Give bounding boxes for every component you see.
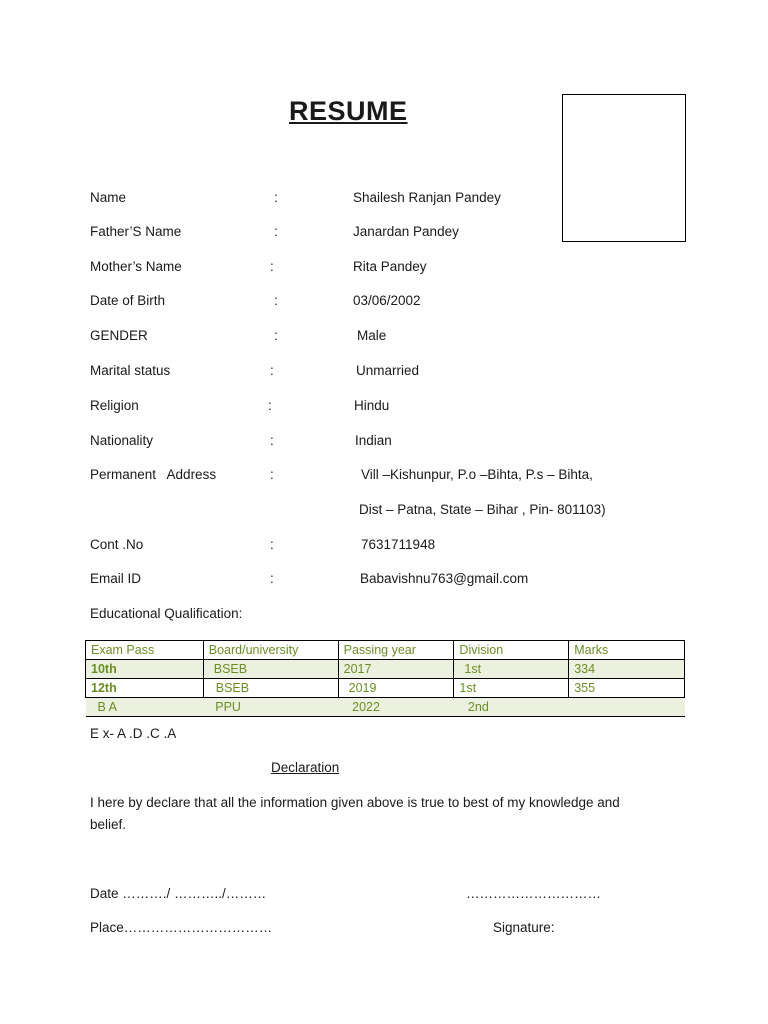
field-value-address-line1: Vill –Kishunpur, P.o –Bihta, P.s – Bihta, — [361, 467, 593, 482]
declaration-text-line1: I here by declare that all the information given above is true to best of my knowledge and — [90, 795, 620, 810]
field-value-address-line2: Dist – Patna, State – Bihar , Pin- 801103) — [359, 502, 606, 517]
table-cell: 1st — [454, 660, 569, 679]
declaration-text-line2: belief. — [90, 817, 127, 832]
field-label-religion: Religion — [90, 398, 139, 413]
field-colon: : — [274, 293, 278, 308]
table-cell: 2022 — [338, 698, 454, 717]
table-header-cell: Exam Pass — [86, 641, 204, 660]
table-header-cell: Passing year — [338, 641, 454, 660]
field-value-father: Janardan Pandey — [353, 224, 459, 239]
field-label-father: Father’S Name — [90, 224, 182, 239]
field-colon: : — [270, 571, 274, 586]
signature-dots: ………………………… — [466, 886, 601, 901]
field-label-dob: Date of Birth — [90, 293, 166, 308]
table-cell: 2019 — [338, 679, 454, 698]
field-label-marital: Marital status — [90, 363, 171, 378]
field-label-email: Email ID — [90, 571, 142, 586]
extra-qualification: E x- A .D .C .A — [90, 726, 177, 741]
table-cell: PPU — [203, 698, 338, 717]
field-colon: : — [274, 190, 278, 205]
table-header-cell: Marks — [569, 641, 685, 660]
field-colon: : — [270, 537, 274, 552]
place-line: Place…………………………… — [90, 920, 273, 935]
field-colon: : — [270, 259, 274, 274]
field-label-nationality: Nationality — [90, 433, 154, 448]
field-colon: : — [268, 398, 272, 413]
table-cell: 355 — [569, 679, 685, 698]
field-colon: : — [274, 224, 278, 239]
field-colon: : — [270, 363, 274, 378]
table-row — [86, 679, 685, 698]
date-line: Date ………./ ………../……… — [90, 886, 267, 901]
field-value-nationality: Indian — [355, 433, 392, 448]
field-label-address: Permanent Address — [90, 467, 217, 482]
field-label-gender: GENDER — [90, 328, 148, 343]
field-value-contact: 7631711948 — [361, 537, 436, 552]
field-colon: : — [270, 467, 274, 482]
table-cell: 12th — [86, 679, 204, 698]
field-label-name: Name — [90, 190, 127, 205]
table-header-row — [86, 641, 685, 660]
education-heading: Educational Qualification: — [90, 606, 243, 621]
table-cell: 1st — [454, 679, 569, 698]
table-cell — [569, 698, 685, 717]
table-cell: 10th — [86, 660, 204, 679]
table-cell: B A — [86, 698, 204, 717]
field-value-religion: Hindu — [354, 398, 390, 413]
table-row — [86, 660, 685, 679]
table-cell: 334 — [569, 660, 685, 679]
field-value-marital: Unmarried — [356, 363, 420, 378]
table-cell: BSEB — [203, 679, 338, 698]
photo-box — [562, 94, 686, 242]
field-value-mother: Rita Pandey — [353, 259, 427, 274]
field-colon: : — [274, 328, 278, 343]
field-value-email: Babavishnu763@gmail.com — [360, 571, 529, 586]
table-header-cell: Board/university — [203, 641, 338, 660]
field-value-dob: 03/06/2002 — [353, 293, 421, 308]
education-table — [85, 640, 685, 717]
field-value-gender: Male — [357, 328, 387, 343]
resume-title: RESUME — [289, 96, 408, 126]
field-label-contact: Cont .No — [90, 537, 144, 552]
declaration-heading: Declaration — [271, 760, 340, 775]
table-cell: 2017 — [338, 660, 454, 679]
table-cell: BSEB — [203, 660, 338, 679]
table-cell: 2nd — [454, 698, 569, 717]
table-header-cell: Division — [454, 641, 569, 660]
field-label-mother: Mother’s Name — [90, 259, 182, 274]
signature-label: Signature: — [493, 920, 555, 935]
field-value-name: Shailesh Ranjan Pandey — [353, 190, 501, 205]
field-colon: : — [270, 433, 274, 448]
table-row — [86, 698, 685, 717]
